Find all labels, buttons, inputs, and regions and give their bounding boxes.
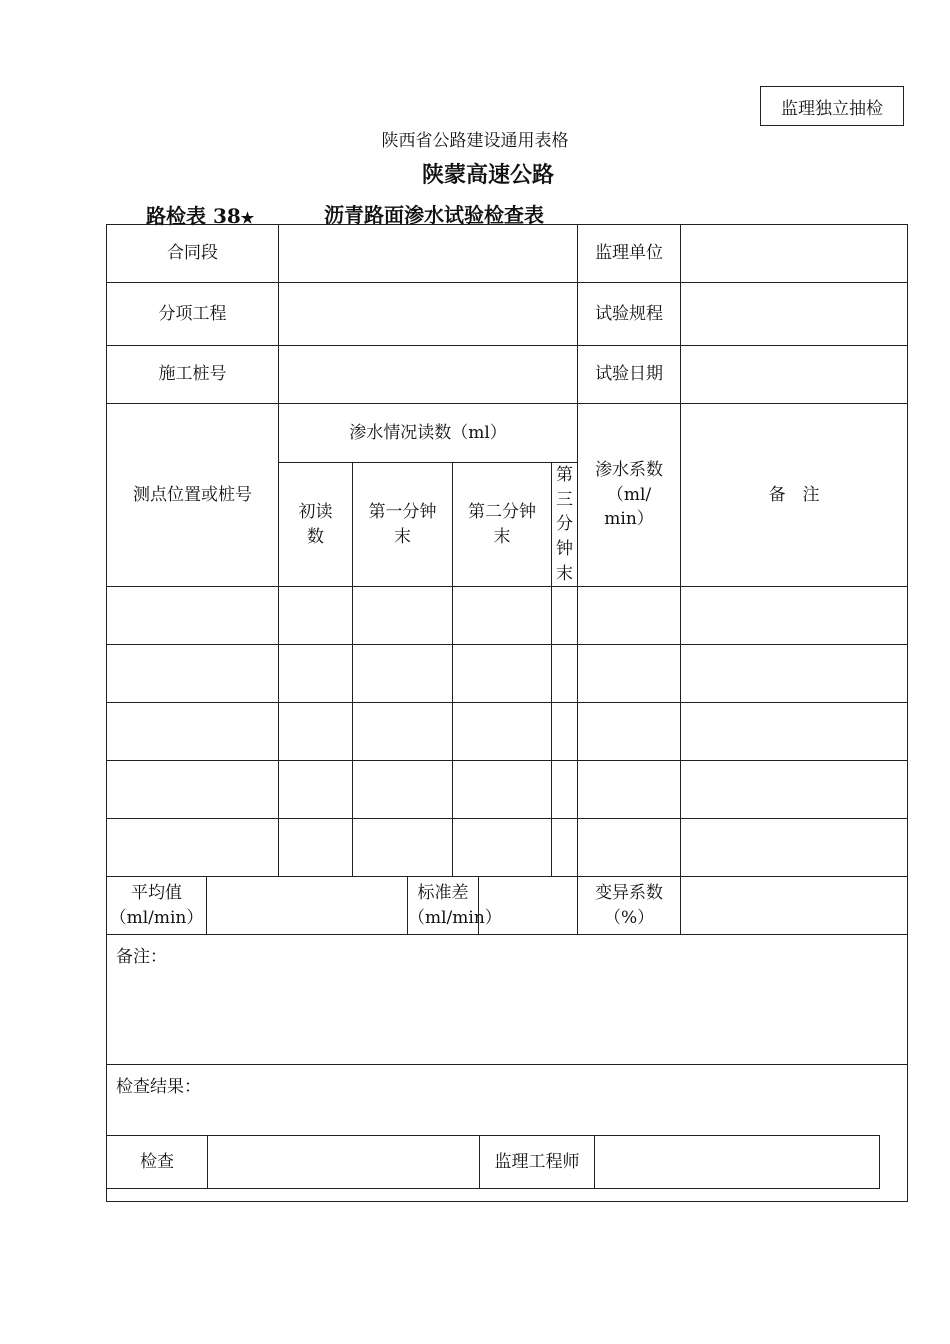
- stamp-label: 监理独立抽检: [781, 98, 883, 119]
- coef-header-line: 渗水系数: [595, 460, 664, 481]
- minute1-cell[interactable]: [353, 645, 453, 703]
- initial-reading-cell[interactable]: [279, 645, 353, 703]
- signature-table: [106, 1135, 880, 1189]
- location-cell[interactable]: [107, 703, 279, 761]
- test-spec-label: 试验规程: [578, 283, 681, 346]
- mean-field[interactable]: [207, 877, 408, 935]
- notes-field[interactable]: [107, 935, 908, 1065]
- minute2-header: [453, 463, 552, 587]
- supervisor-unit-label: 监理单位: [578, 225, 681, 283]
- coefficient-cell[interactable]: [578, 761, 681, 819]
- inspection-table: [106, 224, 908, 1202]
- initial-reading-cell[interactable]: [279, 703, 353, 761]
- supervision-stamp-box: [760, 86, 904, 126]
- minute2-cell[interactable]: [453, 703, 552, 761]
- readings-header: 渗水情况读数（ml）: [279, 404, 578, 463]
- data-row: [107, 761, 908, 819]
- test-date-label: 试验日期: [578, 346, 681, 404]
- data-row: [107, 703, 908, 761]
- engineer-label: 监理工程师: [480, 1136, 595, 1189]
- header-line: 末: [493, 526, 511, 547]
- coefficient-cell[interactable]: [578, 587, 681, 645]
- minute1-header: [353, 463, 453, 587]
- minute2-cell[interactable]: [453, 761, 552, 819]
- info-row-subitem: [107, 283, 908, 346]
- data-row: [107, 645, 908, 703]
- std-dev-label: [408, 877, 502, 935]
- contract-field[interactable]: [279, 225, 578, 283]
- form-title: 沥青路面渗水试验检查表: [324, 203, 544, 227]
- cv-field[interactable]: [681, 877, 908, 935]
- minute2-cell[interactable]: [453, 819, 552, 877]
- test-spec-field[interactable]: [681, 283, 908, 346]
- header-line: 末: [556, 563, 574, 584]
- minute3-cell[interactable]: [552, 587, 578, 645]
- coefficient-cell[interactable]: [578, 703, 681, 761]
- minute3-cell[interactable]: [552, 761, 578, 819]
- result-label: 检查结果：: [116, 1077, 201, 1098]
- location-header: 测点位置或桩号: [107, 404, 279, 587]
- engineer-signature-field[interactable]: [595, 1136, 880, 1189]
- remark-cell[interactable]: [681, 587, 908, 645]
- notes-row: [107, 935, 908, 1065]
- project-title: 陕蒙高速公路: [421, 163, 554, 188]
- inspector-signature-field[interactable]: [208, 1136, 480, 1189]
- minute2-cell[interactable]: [453, 645, 552, 703]
- minute3-header: [552, 463, 578, 587]
- coef-header-line: min）: [604, 509, 654, 530]
- remark-cell[interactable]: [681, 703, 908, 761]
- stats-label-line: 平均值: [131, 883, 182, 904]
- stats-label-line: （%）: [603, 907, 655, 928]
- subitem-field[interactable]: [279, 283, 578, 346]
- permeability-coefficient-header: [578, 404, 681, 587]
- minute1-cell[interactable]: [353, 761, 453, 819]
- minute1-cell[interactable]: [353, 703, 453, 761]
- stats-row: [107, 877, 908, 935]
- stats-label-line: （ml/min）: [109, 907, 204, 928]
- initial-reading-cell[interactable]: [279, 761, 353, 819]
- info-row-contract: [107, 225, 908, 283]
- measure-header-row: [107, 404, 908, 463]
- header-line: 第二分钟: [468, 501, 536, 522]
- initial-reading-cell[interactable]: [279, 819, 353, 877]
- minute3-cell[interactable]: [552, 703, 578, 761]
- minute3-cell[interactable]: [552, 819, 578, 877]
- subitem-label: 分项工程: [107, 283, 279, 346]
- station-label: 施工桩号: [107, 346, 279, 404]
- location-cell[interactable]: [107, 819, 279, 877]
- header-line: 第一分钟: [368, 501, 437, 522]
- minute2-cell[interactable]: [453, 587, 552, 645]
- header-line: 末: [394, 526, 411, 547]
- remark-cell[interactable]: [681, 819, 908, 877]
- notes-label: 备注：: [116, 947, 167, 968]
- signature-row: [107, 1136, 880, 1189]
- contract-label: 合同段: [107, 225, 279, 283]
- header-line: 第三分钟: [556, 465, 574, 559]
- minute3-cell[interactable]: [552, 645, 578, 703]
- header-line: 数: [307, 526, 324, 547]
- stats-label-line: （ml/min）: [408, 907, 502, 928]
- form-number-text: 路检表 38: [146, 204, 241, 228]
- minute1-cell[interactable]: [353, 819, 453, 877]
- coefficient-cell[interactable]: [578, 645, 681, 703]
- form-subtitle: 陕西省公路建设通用表格: [381, 131, 569, 151]
- header-line: 初读: [298, 501, 333, 522]
- supervisor-unit-field[interactable]: [681, 225, 908, 283]
- remark-cell[interactable]: [681, 645, 908, 703]
- location-cell[interactable]: [107, 761, 279, 819]
- coef-header-line: （ml/: [606, 484, 652, 505]
- mean-label: [107, 877, 207, 935]
- star-icon: ★: [240, 209, 255, 227]
- inspector-label: 检查: [107, 1136, 208, 1189]
- test-date-field[interactable]: [681, 346, 908, 404]
- remark-cell[interactable]: [681, 761, 908, 819]
- data-row: [107, 587, 908, 645]
- initial-reading-cell[interactable]: [279, 587, 353, 645]
- stats-label-line: 变异系数: [595, 883, 664, 904]
- remark-header: 备 注: [681, 404, 908, 587]
- stats-label-line: 标准差: [417, 883, 469, 904]
- minute1-cell[interactable]: [353, 587, 453, 645]
- location-cell[interactable]: [107, 587, 279, 645]
- location-cell[interactable]: [107, 645, 279, 703]
- data-row: [107, 819, 908, 877]
- station-field[interactable]: [279, 346, 578, 404]
- coefficient-cell[interactable]: [578, 819, 681, 877]
- cv-label: [578, 877, 681, 935]
- initial-reading-header: [279, 463, 353, 587]
- info-row-station: [107, 346, 908, 404]
